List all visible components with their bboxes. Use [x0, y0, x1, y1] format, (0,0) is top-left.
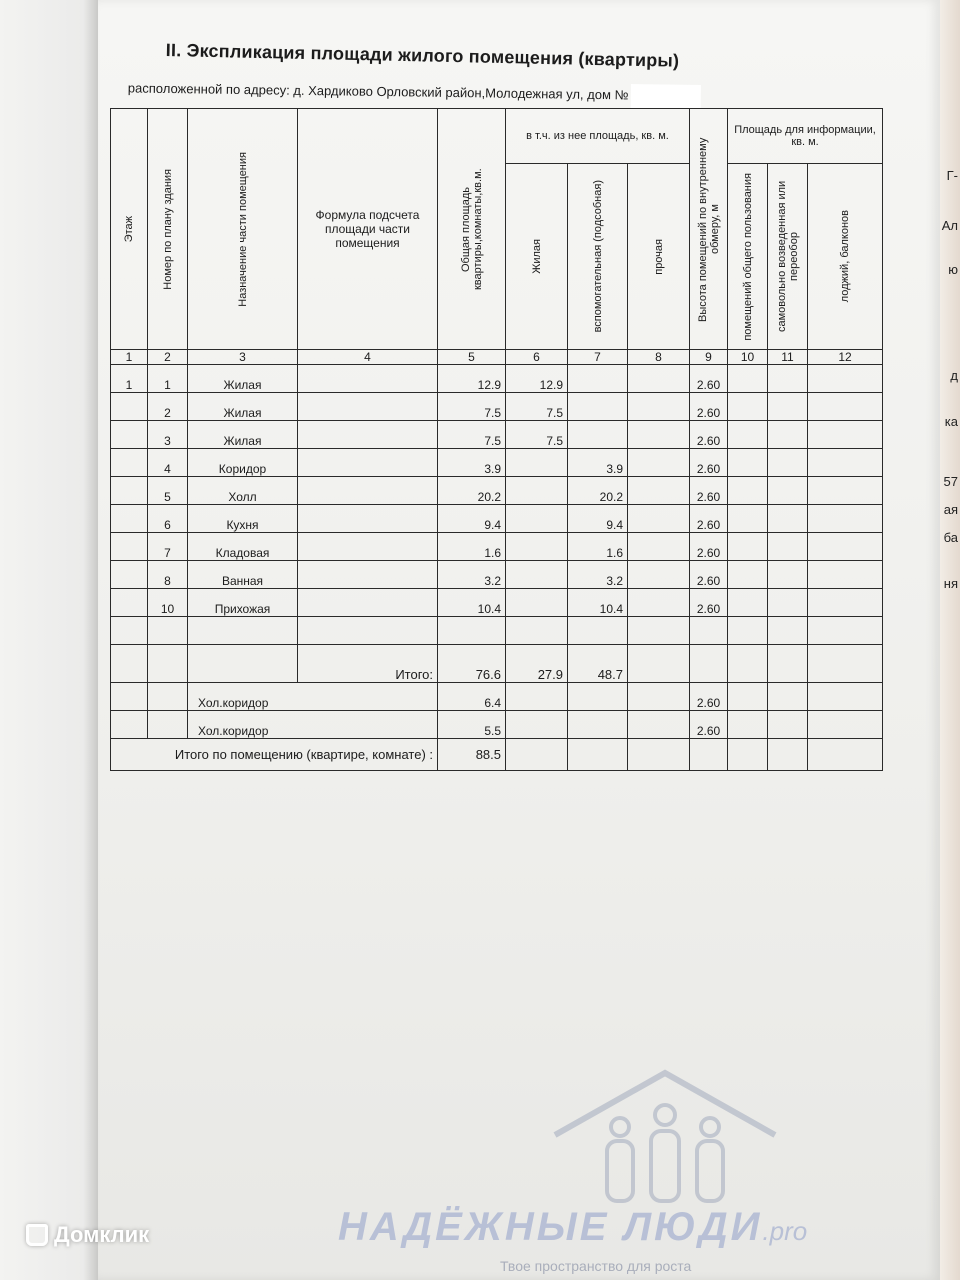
header-total-area: Общая площадь квартиры,комнаты,кв.м.: [438, 109, 506, 350]
cell-height: 2.60: [690, 561, 728, 589]
cell-living: [506, 589, 568, 617]
column-number: 3: [188, 350, 298, 365]
cell-height: 2.60: [690, 505, 728, 533]
cell-purpose: Холл: [188, 477, 298, 505]
column-number: 8: [628, 350, 690, 365]
cell-balcony: [808, 589, 883, 617]
cell-height: 2.60: [690, 449, 728, 477]
header-info-group: Площадь для информации, кв. м.: [728, 109, 883, 164]
cell-purpose: Жилая: [188, 365, 298, 393]
cell-floor: 1: [111, 365, 148, 393]
cell-height: 2.60: [690, 477, 728, 505]
cell-aux: 3.9: [568, 449, 628, 477]
edge-text: ая: [943, 502, 958, 517]
cell-formula: [298, 533, 438, 561]
edge-text: 57: [943, 474, 958, 489]
cell-common: [728, 477, 768, 505]
cell-other: [628, 505, 690, 533]
cell-formula: [298, 365, 438, 393]
edge-text: ба: [943, 530, 958, 545]
header-purpose: Назначение части помещения: [188, 109, 298, 350]
subtotal-total: 76.6: [438, 645, 506, 683]
header-living: Жилая: [506, 164, 568, 350]
cell-living: 7.5: [506, 421, 568, 449]
cell-plan-number: 4: [148, 449, 188, 477]
cell-formula: [298, 561, 438, 589]
header-incl-group: в т.ч. из нее площадь, кв. м.: [506, 109, 690, 164]
cell-living: [506, 449, 568, 477]
cell-total: 3.9: [438, 449, 506, 477]
cell-balcony: [808, 477, 883, 505]
table-row: [111, 561, 883, 589]
cell-aux: 9.4: [568, 505, 628, 533]
cell-plan-number: 7: [148, 533, 188, 561]
edge-text: ю: [948, 262, 958, 277]
edge-text: д: [950, 368, 958, 383]
cell-unauth: [768, 365, 808, 393]
cell-purpose: Хол.коридор: [188, 711, 438, 739]
explication-table: [110, 108, 883, 771]
cell-floor: [111, 449, 148, 477]
cell-total: 20.2: [438, 477, 506, 505]
cell-other: [628, 421, 690, 449]
left-page-edge: [0, 0, 98, 1280]
cell-living: 7.5: [506, 393, 568, 421]
cell-formula: [298, 449, 438, 477]
watermark-brand: НАДЁЖНЫЕ ЛЮДИ.pro: [338, 1205, 808, 1249]
cell-living: [506, 477, 568, 505]
column-number: 11: [768, 350, 808, 365]
cell-common: [728, 533, 768, 561]
subtotal-aux: 48.7: [568, 645, 628, 683]
column-number: 6: [506, 350, 568, 365]
cell-plan-number: 10: [148, 589, 188, 617]
cell-formula: [298, 589, 438, 617]
cell-aux: 20.2: [568, 477, 628, 505]
column-number: 9: [690, 350, 728, 365]
edge-text: Г-: [946, 168, 958, 183]
edge-text: Ал: [941, 218, 958, 233]
cell-purpose: Кладовая: [188, 533, 298, 561]
cell-aux: [568, 421, 628, 449]
redaction-box: [630, 84, 700, 109]
cell-common: [728, 561, 768, 589]
header-formula: Формула подсчета площади части помещения: [298, 109, 438, 350]
column-numbers-row: [111, 350, 883, 365]
cell-plan-number: 1: [148, 365, 188, 393]
cell-total: 1.6: [438, 533, 506, 561]
cell-living: [506, 533, 568, 561]
cell-plan-number: 2: [148, 393, 188, 421]
cell-aux: [568, 365, 628, 393]
cell-aux: [568, 393, 628, 421]
cell-aux: 10.4: [568, 589, 628, 617]
edge-text: ня: [943, 576, 958, 591]
house-watermark-icon: [545, 1065, 785, 1205]
table-row: [111, 477, 883, 505]
cell-total: 5.5: [438, 711, 506, 739]
edge-text: ка: [944, 414, 958, 429]
table-row-extra: [111, 711, 883, 739]
cell-total: 7.5: [438, 393, 506, 421]
cell-height: 2.60: [690, 421, 728, 449]
cell-living: [506, 561, 568, 589]
cell-unauth: [768, 393, 808, 421]
cell-balcony: [808, 421, 883, 449]
address-text: расположенной по адресу: д. Хардиково Орловский район,Молодежная ул, дом №: [127, 80, 629, 103]
cell-purpose: Кухня: [188, 505, 298, 533]
grand-total-row: [111, 739, 883, 771]
cell-living: [506, 505, 568, 533]
table-row-empty: [111, 617, 883, 645]
cell-aux: 1.6: [568, 533, 628, 561]
cell-plan-number: 3: [148, 421, 188, 449]
cell-other: [628, 561, 690, 589]
table-row: [111, 449, 883, 477]
table-row: [111, 589, 883, 617]
table-row: [111, 505, 883, 533]
subtotal-living: 27.9: [506, 645, 568, 683]
column-number: 4: [298, 350, 438, 365]
cell-formula: [298, 477, 438, 505]
cell-floor: [111, 589, 148, 617]
column-number: 5: [438, 350, 506, 365]
cell-balcony: [808, 533, 883, 561]
cell-unauth: [768, 561, 808, 589]
cell-total: 12.9: [438, 365, 506, 393]
cell-common: [728, 505, 768, 533]
cell-height: 2.60: [690, 365, 728, 393]
cell-plan-number: 6: [148, 505, 188, 533]
column-number: 2: [148, 350, 188, 365]
cell-balcony: [808, 561, 883, 589]
cell-other: [628, 365, 690, 393]
domclick-label: Домклик: [54, 1222, 150, 1247]
cell-height: 2.60: [690, 393, 728, 421]
header-common-use: помещений общего пользования: [728, 164, 768, 350]
header-auxiliary: вспомогательная (подсобная): [568, 164, 628, 350]
cell-plan-number: 8: [148, 561, 188, 589]
header-unauthorized: самовольно возведенная или переобор: [768, 164, 808, 350]
table-row-extra: [111, 683, 883, 711]
cell-other: [628, 449, 690, 477]
table-row: [111, 393, 883, 421]
table-row: [111, 421, 883, 449]
cell-total: 7.5: [438, 421, 506, 449]
cell-floor: [111, 477, 148, 505]
cell-total: 10.4: [438, 589, 506, 617]
cell-plan-number: 5: [148, 477, 188, 505]
cell-balcony: [808, 449, 883, 477]
cell-floor: [111, 421, 148, 449]
cell-other: [628, 589, 690, 617]
cell-aux: 3.2: [568, 561, 628, 589]
header-balconies: лоджий, балконов: [808, 164, 883, 350]
cell-unauth: [768, 533, 808, 561]
cell-purpose: Коридор: [188, 449, 298, 477]
cell-formula: [298, 505, 438, 533]
cell-common: [728, 589, 768, 617]
watermark-slogan: Твое пространство для роста: [500, 1258, 692, 1274]
cell-purpose: Жилая: [188, 393, 298, 421]
cell-living: 12.9: [506, 365, 568, 393]
cell-purpose: Хол.коридор: [188, 683, 438, 711]
cell-unauth: [768, 589, 808, 617]
column-number: 12: [808, 350, 883, 365]
domclick-logo: [26, 1222, 149, 1248]
cell-height: 2.60: [690, 589, 728, 617]
cell-formula: [298, 421, 438, 449]
cell-unauth: [768, 477, 808, 505]
cell-floor: [111, 505, 148, 533]
cell-balcony: [808, 393, 883, 421]
cell-common: [728, 393, 768, 421]
cell-height: 2.60: [690, 533, 728, 561]
table-row: [111, 365, 883, 393]
table-row: [111, 533, 883, 561]
grand-total-value: 88.5: [438, 739, 506, 771]
cell-unauth: [768, 449, 808, 477]
cell-common: [728, 449, 768, 477]
subtotal-label: Итого:: [298, 645, 438, 683]
cell-purpose: Прихожая: [188, 589, 298, 617]
subtotal-row: [111, 645, 883, 683]
cell-height: 2.60: [690, 711, 728, 739]
cell-total: 6.4: [438, 683, 506, 711]
cell-total: 3.2: [438, 561, 506, 589]
header-height: Высота помещений по внутреннему обмеру, м: [690, 109, 728, 350]
column-number: 1: [111, 350, 148, 365]
cell-other: [628, 393, 690, 421]
cell-balcony: [808, 505, 883, 533]
cell-purpose: Жилая: [188, 421, 298, 449]
right-page-edge: [940, 0, 960, 1280]
column-number: 7: [568, 350, 628, 365]
header-plan-number: Номер по плану здания: [148, 109, 188, 350]
column-number: 10: [728, 350, 768, 365]
cell-other: [628, 477, 690, 505]
cell-total: 9.4: [438, 505, 506, 533]
cell-common: [728, 365, 768, 393]
cell-floor: [111, 393, 148, 421]
header-floor: Этаж: [111, 109, 148, 350]
cell-formula: [298, 393, 438, 421]
cell-common: [728, 421, 768, 449]
cell-unauth: [768, 505, 808, 533]
cell-floor: [111, 533, 148, 561]
house-icon: [26, 1224, 48, 1246]
cell-floor: [111, 561, 148, 589]
cell-height: 2.60: [690, 683, 728, 711]
grand-total-label: Итого по помещению (квартире, комнате) :: [111, 739, 438, 771]
header-other: прочая: [628, 164, 690, 350]
cell-unauth: [768, 421, 808, 449]
cell-purpose: Ванная: [188, 561, 298, 589]
cell-balcony: [808, 365, 883, 393]
cell-other: [628, 533, 690, 561]
document-title: II. Экспликация площади жилого помещения (квартиры): [165, 40, 680, 71]
